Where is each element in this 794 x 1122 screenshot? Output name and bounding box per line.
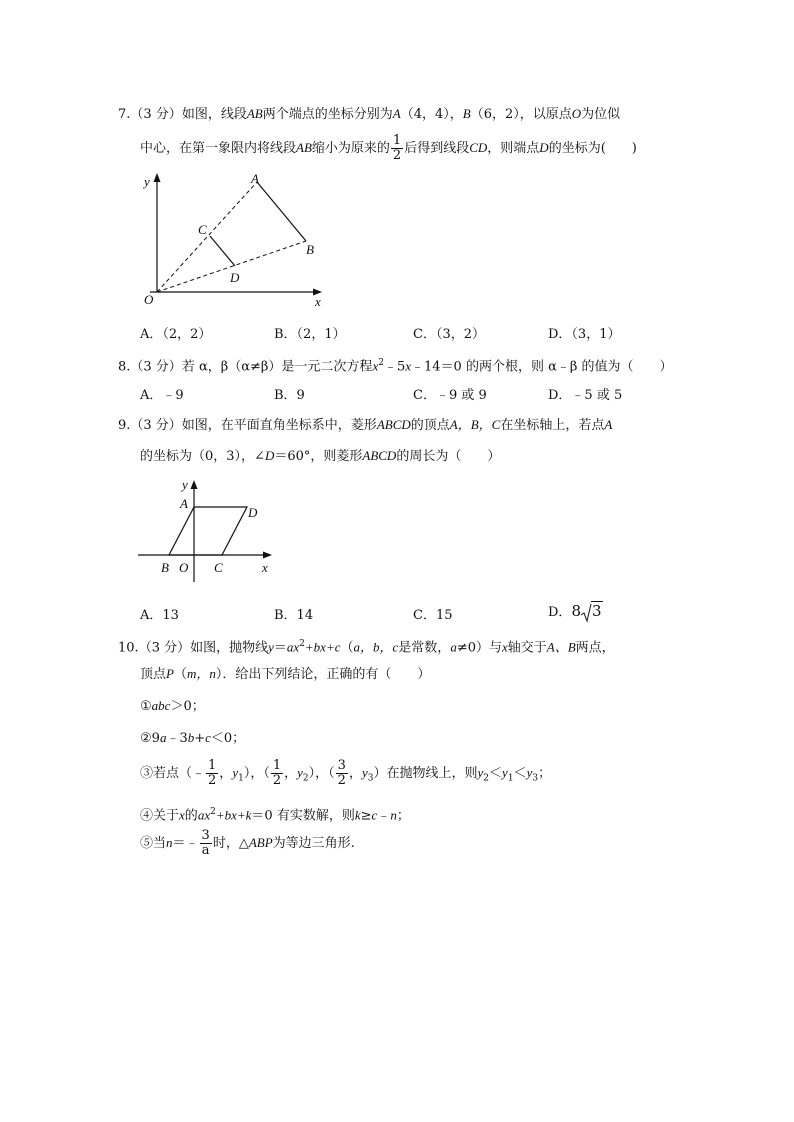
- q8-exponent: 2: [378, 358, 384, 368]
- q10-text: 顶点: [140, 667, 167, 682]
- q7-point-b: B: [462, 106, 471, 121]
- q9-figure: [138, 476, 288, 586]
- q7-seg-cd: CD: [469, 140, 488, 155]
- q10-var: a: [159, 730, 167, 745]
- q10-statement-2: [140, 728, 245, 749]
- q10-text: ＝0 有实数解，则: [251, 808, 355, 824]
- q10-text: ；: [396, 808, 410, 824]
- q9-option-a[interactable]: A．13: [140, 608, 179, 623]
- q9-angle-d: D: [264, 448, 275, 463]
- q10-number: 10.: [118, 640, 139, 656]
- q8-text: ﹣5: [383, 359, 406, 375]
- q7-y-arrow: [154, 173, 161, 182]
- q10-text: ﹣: [377, 808, 391, 824]
- q9-option-c[interactable]: C．15: [413, 608, 453, 623]
- q10-statement-1: [140, 696, 205, 717]
- q10-text: 是常数，: [398, 640, 451, 656]
- q10-text: ≠0）与: [456, 640, 502, 656]
- q7-point-a: A: [392, 106, 401, 121]
- q9-label-o: O: [179, 560, 189, 575]
- q10-var: b: [187, 730, 195, 745]
- q7-dash-oa: [157, 182, 257, 292]
- q10-text: 的: [184, 808, 198, 824]
- q10-text: +: [194, 731, 206, 746]
- q10-var: ax: [286, 639, 300, 655]
- q10-subscript: 1: [507, 773, 514, 784]
- q9-label-d: D: [248, 505, 258, 520]
- q7-label-d: D: [230, 270, 240, 285]
- q9-option-b[interactable]: B．14: [274, 608, 314, 623]
- q10-line2: [140, 664, 430, 685]
- q7-line2: [140, 134, 637, 163]
- q10-text: 两点，: [575, 640, 615, 656]
- q7-label-o: O: [144, 292, 154, 307]
- q10-var: a，b，c: [353, 639, 399, 655]
- q10-var: c: [205, 730, 211, 745]
- q10-text: ）在抛物线上，则: [373, 766, 478, 781]
- q10-text: ④关于: [140, 808, 180, 824]
- q10-text: ＜: [513, 766, 527, 781]
- q7-label-b: B: [306, 242, 314, 257]
- q10-var: A、B: [546, 639, 576, 655]
- q10-var: x: [501, 639, 508, 655]
- q10-text: ≥: [360, 808, 372, 824]
- q7-number: 7.: [118, 107, 131, 122]
- q10-var: c: [371, 807, 378, 823]
- q10-text: 时，△: [212, 836, 249, 851]
- fraction-denominator: 2: [208, 773, 217, 788]
- q10-text: （3 分）如图，抛物线: [138, 640, 269, 656]
- q7-seg-ab: AB: [246, 106, 263, 121]
- q10-subscript: 2: [302, 773, 309, 784]
- q10-text: ），（: [243, 766, 270, 781]
- q9-option-d-coef: 8: [571, 602, 581, 620]
- q9-option-d[interactable]: [548, 601, 603, 623]
- q10-statement-3: [140, 756, 551, 796]
- q7-text: 缩小为原来的: [311, 141, 390, 156]
- q9-text: 在坐标轴上，若点: [500, 418, 605, 433]
- q10-var: abc: [151, 698, 171, 713]
- q10-text: 轴交于: [507, 640, 547, 656]
- q10-fraction: [271, 759, 283, 788]
- q7-fraction: [391, 134, 403, 163]
- q9-number: 9.: [118, 418, 131, 433]
- q10-fraction: [206, 759, 218, 788]
- q10-text: ⑤当: [140, 836, 167, 851]
- q8-option-b[interactable]: B．9: [274, 388, 305, 403]
- q7-text: 两个端点的坐标分别为: [262, 107, 393, 122]
- q7-text: 为位似: [581, 107, 621, 122]
- q10-text: ﹣3: [166, 731, 188, 746]
- q10-var: y: [297, 765, 303, 780]
- fraction-numerator: 3: [337, 758, 346, 773]
- fraction-numerator: 1: [208, 758, 217, 773]
- q9-option-d-radicand: 3: [591, 602, 602, 621]
- q9-point-a: A: [604, 417, 613, 432]
- q7-option-b[interactable]: B．（2，1）: [274, 327, 346, 342]
- q10-text: ，: [284, 766, 298, 781]
- q7-text: （6，2），以原点: [470, 107, 572, 122]
- q9-text: ＝60°，则菱形: [274, 449, 363, 464]
- q7-option-d[interactable]: D．（3，1）: [548, 327, 621, 342]
- q10-var: y: [502, 765, 508, 780]
- q10-line1: [118, 634, 615, 658]
- q10-text: ③若点（﹣: [140, 766, 206, 781]
- q8-option-a[interactable]: A．﹣9: [140, 388, 184, 403]
- q7-label-a: A: [251, 171, 259, 186]
- q9-y-arrow: [191, 480, 198, 489]
- q10-var: ABP: [248, 835, 273, 850]
- q10-var: +bx+k: [215, 807, 252, 823]
- q9-label-a: A: [180, 496, 188, 511]
- fraction-numerator: 1: [392, 133, 402, 148]
- q10-text: ＝﹣: [172, 836, 199, 851]
- q8-var: x: [372, 358, 379, 374]
- q10-text: ＝: [273, 640, 287, 656]
- q10-text: ），（: [308, 766, 335, 781]
- q10-var: y: [361, 765, 368, 780]
- q10-var: y: [526, 765, 533, 780]
- q8-text: ﹣14＝0 的两个根，则 α﹣β 的值为（ ）: [411, 359, 673, 375]
- q10-var: a: [450, 639, 457, 655]
- q10-var: P: [166, 666, 174, 681]
- q10-var: y: [268, 639, 274, 655]
- q10-text: ＜: [489, 766, 503, 781]
- q10-var: n: [390, 807, 397, 823]
- fraction-denominator: 2: [337, 773, 346, 788]
- q10-text: ）．给出下列结论，正确的有（ ）: [215, 667, 431, 682]
- q9-x-arrow: [263, 552, 272, 559]
- q8-option-d[interactable]: D．﹣5 或 5: [548, 388, 623, 403]
- q9-label-c: C: [214, 560, 223, 575]
- q10-statement-4: [140, 802, 410, 826]
- q10-subscript: 1: [238, 773, 244, 784]
- q9-text: 的坐标为（0，3），∠: [140, 449, 265, 464]
- fraction-denominator: 2: [392, 148, 402, 163]
- q10-fraction: [200, 829, 212, 858]
- q7-segment-ab: [257, 182, 306, 241]
- q10-var: n: [166, 835, 173, 850]
- q9-text: 的顶点: [410, 418, 450, 433]
- q9-rhombus-shape: [169, 507, 247, 555]
- fraction-denominator: 2: [272, 773, 282, 788]
- q8-option-c[interactable]: C．﹣9 或 9: [413, 388, 487, 403]
- q9-rhombus: ABCD: [362, 448, 397, 463]
- q7-line1: [118, 104, 620, 125]
- fraction-numerator: 3: [201, 828, 210, 843]
- q10-text: ，: [219, 766, 233, 781]
- q7-point-o: O: [571, 106, 582, 121]
- q10-subscript: 3: [532, 773, 539, 784]
- q8-number: 8.: [118, 359, 131, 375]
- q10-exponent: 2: [299, 639, 305, 649]
- q7-segment-cd: [210, 236, 235, 266]
- q7-label-y: y: [144, 174, 150, 189]
- q10-fraction: [336, 759, 348, 788]
- q9-line1: [118, 415, 612, 436]
- sqrt-symbol: [581, 602, 603, 623]
- q8-text: （3 分）若 α，β（α≠β）是一元二次方程: [130, 359, 373, 375]
- q7-text: （4，4），: [400, 107, 463, 122]
- q10-exponent: 2: [210, 807, 216, 817]
- q10-var: m，n: [186, 666, 216, 681]
- q9-label-b: B: [161, 560, 169, 575]
- q10-var: y: [477, 765, 484, 780]
- q7-text: 如图，线段: [181, 107, 247, 122]
- q7-text: 中心，在第一象限内将线段: [140, 141, 297, 156]
- q10-text: ，: [348, 766, 362, 781]
- q10-var: +bx+c: [304, 639, 341, 655]
- q10-statement-5: [140, 826, 355, 861]
- q10-subscript: 2: [483, 773, 490, 784]
- q7-option-a[interactable]: A．（2，2）: [140, 327, 212, 342]
- q9-rhombus: ABCD: [376, 417, 411, 432]
- q10-var: ax: [197, 807, 211, 823]
- q7-figure: [140, 170, 340, 310]
- q7-text: ，则端点: [487, 141, 540, 156]
- q10-text: 为等边三角形.: [272, 836, 355, 851]
- q7-seg-ab: AB: [296, 140, 312, 155]
- q9-points: A，B，C: [449, 417, 501, 432]
- q10-text: ②9: [140, 731, 160, 746]
- q9-option-d-label: D．: [548, 605, 572, 620]
- q10-subscript: 3: [367, 773, 374, 784]
- q7-text: 后得到线段: [404, 141, 470, 156]
- q9-text: （3 分）如图，在平面直角坐标系中，菱形: [130, 418, 377, 433]
- fraction-numerator: 1: [272, 758, 282, 773]
- q10-text: ＞0；: [170, 699, 205, 714]
- q10-var: k: [354, 807, 361, 823]
- q8-stem: [118, 353, 673, 377]
- q10-text: ；: [538, 766, 552, 781]
- q7-score: （3 分）: [130, 107, 182, 122]
- q7-point-d: D: [539, 140, 549, 155]
- q9-label-y: y: [182, 477, 188, 492]
- q10-text: （: [173, 667, 187, 682]
- q7-label-x: x: [315, 294, 321, 309]
- fraction-denominator: a: [201, 843, 210, 858]
- q7-option-c[interactable]: C．（3，2）: [413, 327, 485, 342]
- q7-label-c: C: [198, 222, 207, 237]
- q10-text: ①: [140, 699, 152, 714]
- q10-var: y: [232, 765, 239, 780]
- q8-var: x: [405, 358, 412, 374]
- q9-label-x: x: [262, 560, 268, 575]
- q10-var: x: [179, 807, 185, 823]
- q10-text: ＜0；: [210, 731, 246, 746]
- q10-text: （: [340, 640, 354, 656]
- q9-text: 的周长为（ ）: [396, 449, 501, 464]
- q7-text: 的坐标为( ): [548, 141, 637, 156]
- q9-line2: [140, 446, 500, 467]
